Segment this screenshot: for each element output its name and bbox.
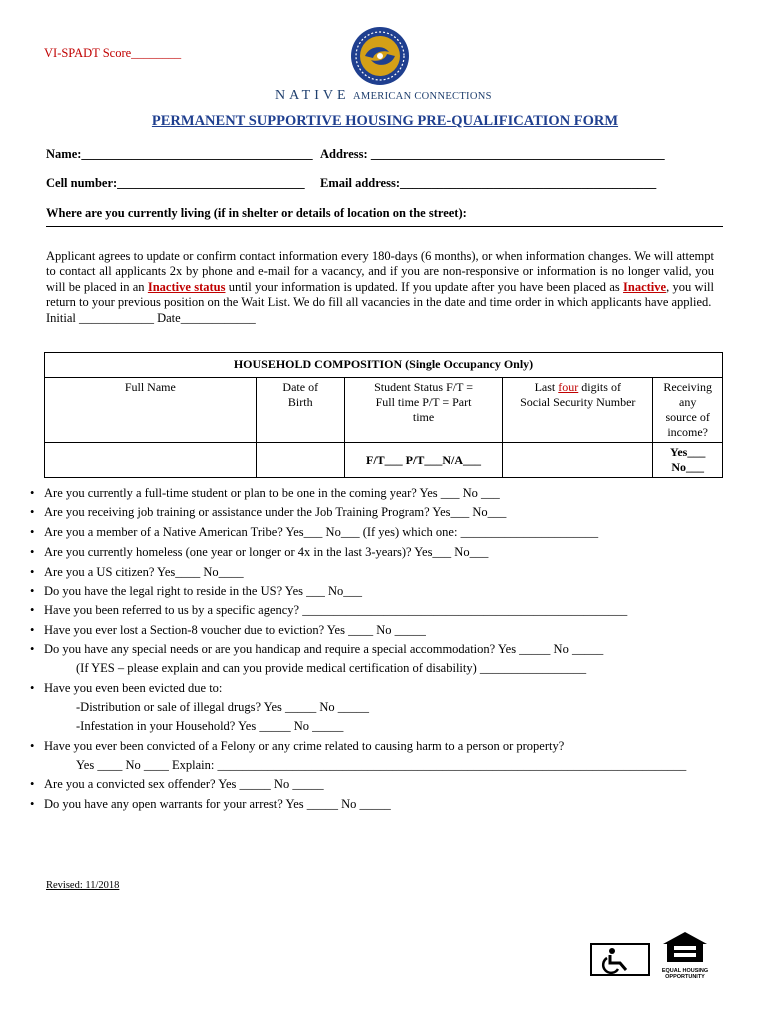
- question-8-text: Have you ever lost a Section-8 voucher due to eviction? Yes ____ No _____: [44, 623, 426, 637]
- agreement-text-2: until your information is updated. If you update after you have been placed as: [225, 279, 624, 294]
- bullet-icon: •: [30, 777, 35, 791]
- col-student-status: Student Status F/T = Full time P/T = Part time: [344, 378, 502, 443]
- bullet-icon: •: [30, 505, 35, 519]
- col-ssn-post: digits of Social Security Number: [520, 380, 636, 409]
- bullet-icon: •: [30, 623, 35, 637]
- question-7[interactable]: [30, 603, 627, 618]
- col-ssn-pre: Last: [534, 380, 559, 394]
- question-5[interactable]: [30, 565, 244, 580]
- question-3[interactable]: [30, 525, 598, 540]
- question-7-text: Have you been referred to us by a specific agency? ____________________________________________________: [44, 603, 628, 617]
- question-1-text: Are you currently a full-time student or plan to be one in the coming year? Yes ___ No ___: [44, 486, 500, 500]
- household-heading: HOUSEHOLD COMPOSITION (Single Occupancy Only): [45, 353, 723, 378]
- question-9[interactable]: [30, 642, 603, 657]
- initial-date-field[interactable]: Initial ____________ Date____________: [46, 310, 256, 325]
- question-3-text: Are you a member of a Native American Tribe? Yes___ No___ (If yes) which one: ______________________: [44, 525, 599, 539]
- question-11: [30, 739, 564, 754]
- question-13[interactable]: [30, 797, 391, 812]
- question-6-text: Do you have the legal right to reside in the US? Yes ___ No___: [44, 584, 363, 598]
- agreement-text-3: , you will return to your previous position on the Wait List. We do fill all vacancies in the date and time order in which applicants have applied.: [46, 279, 715, 310]
- col-full-name: Full Name: [45, 378, 257, 443]
- cell-number-field[interactable]: Cell number:______________________________: [46, 176, 305, 190]
- question-12[interactable]: [30, 777, 324, 792]
- org-american-connections: AMERICAN CONNECTIONS: [353, 91, 492, 102]
- living-line[interactable]: [46, 226, 723, 227]
- ssn-cell[interactable]: [503, 443, 653, 478]
- question-12-text: Are you a convicted sex offender? Yes _____ No _____: [44, 777, 324, 791]
- question-11-sub[interactable]: Yes ____ No ____ Explain: ___________________________________________________________________________: [76, 758, 687, 772]
- org-name: [275, 88, 492, 104]
- agreement-paragraph: [46, 249, 714, 326]
- question-10: [30, 681, 222, 696]
- question-11-text: Have you ever been convicted of a Felony or any crime related to causing harm to a person or property?: [44, 739, 565, 753]
- col-ssn: [503, 378, 653, 443]
- col-date-of-birth: Date of Birth: [256, 378, 344, 443]
- bullet-icon: •: [30, 525, 35, 539]
- question-10-sub-1[interactable]: -Distribution or sale of illegal drugs? Yes _____ No _____: [76, 700, 370, 714]
- org-native: NATIVE: [275, 88, 350, 103]
- name-field[interactable]: Name:_____________________________________: [46, 147, 313, 161]
- question-5-text: Are you a US citizen? Yes____ No____: [44, 565, 244, 579]
- house-icon: [660, 930, 710, 964]
- question-2-text: Are you receiving job training or assistance under the Job Training Program? Yes___ No___: [44, 505, 507, 519]
- living-label: Where are you currently living (if in shelter or details of location on the street):: [46, 206, 467, 220]
- email-field[interactable]: Email address:_________________________________________: [320, 176, 657, 190]
- handicap-accessible-icon: [590, 943, 650, 976]
- bullet-icon: •: [30, 642, 35, 656]
- col-ssn-four: four: [558, 380, 579, 394]
- student-options-cell[interactable]: F/T___ P/T___N/A___: [344, 443, 502, 478]
- agreement-text-1: Applicant agrees to update or confirm contact information every 180-days (6 months), or when information changes. We will attempt to contact all applicants 2x by phone and e-mail for a vacancy, and if you are non-responsive or information is no longer valid, you will be placed in an: [46, 249, 714, 294]
- question-1[interactable]: [30, 486, 500, 501]
- form-title: PERMANENT SUPPORTIVE HOUSING PRE-QUALIFICATION FORM: [151, 113, 619, 129]
- household-table: [44, 352, 723, 478]
- question-9-sub[interactable]: (If YES – please explain and can you provide medical certification of disability) _________________: [76, 661, 587, 675]
- address-field[interactable]: Address: _______________________________________________: [320, 147, 665, 161]
- question-13-text: Do you have any open warrants for your arrest? Yes _____ No _____: [44, 797, 391, 811]
- dob-cell[interactable]: [256, 443, 344, 478]
- vispadt-score: VI-SPADT Score________: [44, 46, 182, 60]
- question-6[interactable]: [30, 584, 362, 599]
- bullet-icon: •: [30, 603, 35, 617]
- bullet-icon: •: [30, 584, 35, 598]
- name-cell[interactable]: [45, 443, 257, 478]
- revised-date: Revised: 11/2018: [46, 880, 120, 891]
- question-4[interactable]: [30, 545, 488, 560]
- bullet-icon: •: [30, 739, 35, 753]
- question-9-text: Do you have any special needs or are you handicap and require a special accommodation? Yes _____ No _____: [44, 642, 604, 656]
- question-10-sub-2[interactable]: -Infestation in your Household? Yes _____ No _____: [76, 719, 344, 733]
- question-2[interactable]: [30, 505, 506, 520]
- equal-housing-opportunity-logo: [660, 930, 710, 980]
- question-10-text: Have you even been evicted due to:: [44, 681, 223, 695]
- income-options-cell[interactable]: Yes___ No___: [653, 443, 723, 478]
- bullet-icon: •: [30, 486, 35, 500]
- bullet-icon: •: [30, 545, 35, 559]
- eho-label: EQUAL HOUSING OPPORTUNITY: [661, 968, 709, 980]
- question-8[interactable]: [30, 623, 426, 638]
- inactive-label: Inactive: [623, 279, 667, 294]
- inactive-status-label: Inactive status: [147, 279, 226, 294]
- bullet-icon: •: [30, 565, 35, 579]
- bullet-icon: •: [30, 797, 35, 811]
- col-income: Receiving any source of income?: [653, 378, 723, 443]
- question-4-text: Are you currently homeless (one year or longer or 4x in the last 3-years)? Yes___ No___: [44, 545, 489, 559]
- bullet-icon: •: [30, 681, 35, 695]
